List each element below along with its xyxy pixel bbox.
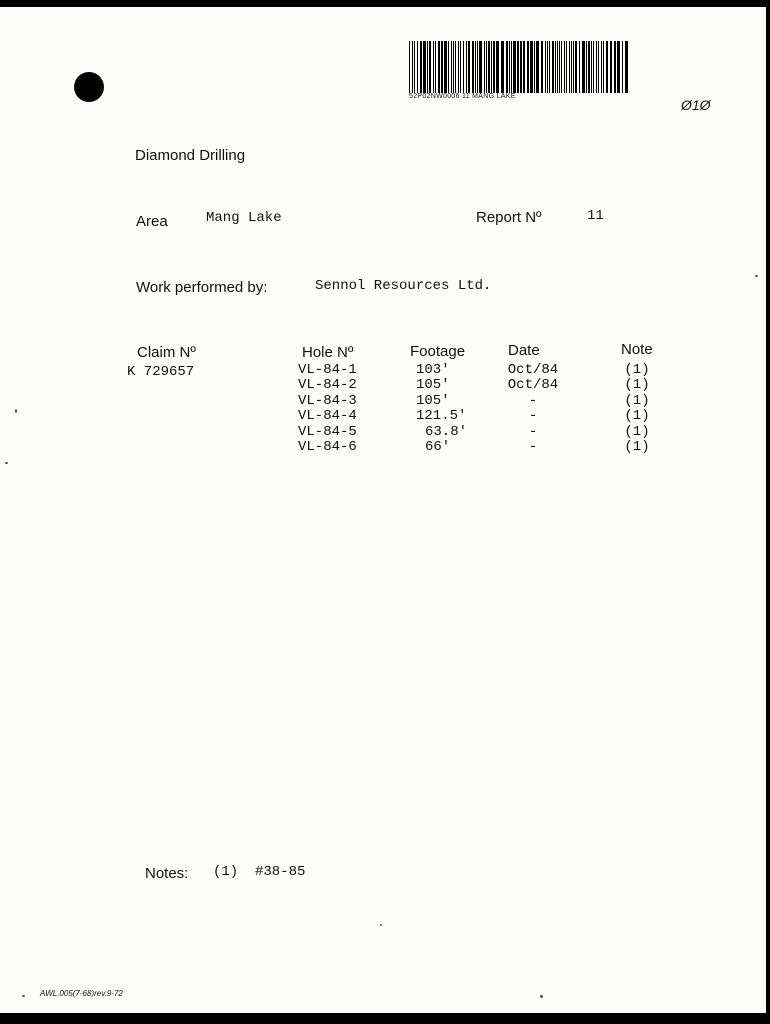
barcode-bar bbox=[596, 41, 597, 93]
barcode-bar bbox=[610, 41, 612, 93]
footage-header: Footage bbox=[410, 343, 466, 360]
table-cell-date: - bbox=[528, 438, 538, 455]
table-cell-date: Oct/84 bbox=[507, 362, 559, 378]
barcode-bar bbox=[517, 41, 519, 93]
date-header: Date bbox=[508, 342, 540, 359]
table-cell-footage: 103' bbox=[416, 362, 450, 378]
notes-label: Notes: bbox=[145, 865, 189, 882]
table-cell-footage: 66' bbox=[425, 438, 451, 455]
barcode-bar bbox=[523, 41, 525, 93]
barcode-bar bbox=[530, 41, 533, 93]
barcode bbox=[409, 41, 629, 94]
barcode-bar bbox=[453, 41, 454, 93]
barcode-bar bbox=[606, 41, 608, 93]
barcode-bar bbox=[486, 41, 487, 93]
work-value: Sennol Resources Ltd. bbox=[315, 278, 492, 294]
date-column bbox=[500, 363, 566, 455]
barcode-bar bbox=[477, 41, 478, 93]
barcode-bar bbox=[488, 41, 490, 93]
area-label: Area bbox=[136, 213, 168, 230]
barcode-bar bbox=[557, 41, 558, 93]
area-value: Mang Lake bbox=[206, 210, 282, 226]
barcode-bar bbox=[451, 41, 452, 93]
barcode-bar bbox=[455, 41, 456, 93]
barcode-bar bbox=[417, 41, 418, 93]
hole-header: Hole Nº bbox=[302, 344, 354, 361]
barcode-bar bbox=[468, 41, 470, 93]
barcode-bar bbox=[414, 41, 415, 93]
barcode-bar bbox=[484, 41, 485, 93]
table-cell-note: (1) bbox=[624, 392, 650, 409]
barcode-bar bbox=[541, 41, 543, 93]
notes-value: (1) #38-85 bbox=[213, 864, 306, 880]
barcode-bar bbox=[438, 41, 440, 93]
table-cell-footage: 105' bbox=[416, 392, 450, 409]
barcode-bar bbox=[591, 41, 592, 93]
barcode-bar bbox=[549, 41, 550, 93]
scan-speck bbox=[5, 462, 8, 464]
barcode-bar bbox=[491, 41, 492, 93]
barcode-bar bbox=[520, 41, 522, 93]
barcode-bar bbox=[601, 41, 602, 93]
barcode-bar bbox=[586, 41, 587, 93]
page-code: Ø1Ø bbox=[681, 97, 711, 113]
table-cell-hole: VL-84-3 bbox=[298, 392, 357, 409]
barcode-bar bbox=[433, 41, 434, 93]
table-cell-note: (1) bbox=[624, 362, 650, 378]
barcode-bar bbox=[545, 41, 546, 93]
table-cell-note: (1) bbox=[624, 423, 650, 440]
barcode-bar bbox=[506, 41, 508, 93]
barcode-bar bbox=[559, 41, 560, 93]
table-cell-hole: VL-84-1 bbox=[298, 362, 357, 378]
barcode-bar bbox=[412, 41, 413, 93]
barcode-bar bbox=[603, 41, 604, 93]
table-cell-hole: VL-84-4 bbox=[298, 408, 357, 425]
report-value: 11 bbox=[587, 208, 604, 224]
table-cell-date: - bbox=[528, 392, 538, 409]
scan-speck bbox=[15, 409, 17, 413]
barcode-bar bbox=[593, 41, 594, 93]
table-cell-hole: VL-84-2 bbox=[298, 377, 357, 394]
barcode-bar bbox=[536, 41, 539, 93]
barcode-bar bbox=[622, 41, 623, 93]
barcode-bar bbox=[513, 41, 516, 93]
barcode-bar bbox=[598, 41, 599, 93]
barcode-bar bbox=[582, 41, 585, 93]
barcode-bar bbox=[441, 41, 443, 93]
barcode-bar bbox=[509, 41, 510, 93]
barcode-bar bbox=[588, 41, 590, 93]
form-code: AWL.005(7-68)rev.9-72 bbox=[40, 989, 123, 998]
barcode-bar bbox=[420, 41, 422, 93]
barcode-bar bbox=[614, 41, 616, 93]
barcode-bar bbox=[423, 41, 426, 93]
barcode-bar bbox=[458, 41, 459, 93]
scan-speck bbox=[380, 924, 382, 926]
barcode-bar bbox=[625, 41, 628, 93]
barcode-bar bbox=[561, 41, 562, 93]
barcode-bar bbox=[569, 41, 570, 93]
barcode-bar bbox=[435, 41, 436, 93]
table-cell-note: (1) bbox=[624, 377, 650, 394]
table-cell-footage: 105' bbox=[416, 377, 450, 394]
barcode-bar bbox=[496, 41, 499, 93]
barcode-bar bbox=[573, 41, 574, 93]
barcode-bar bbox=[472, 41, 474, 93]
barcode-bar bbox=[479, 41, 482, 93]
table-cell-note: (1) bbox=[624, 438, 650, 455]
barcode-bar bbox=[555, 41, 556, 93]
barcode-bar bbox=[466, 41, 467, 93]
claim-number: K 729657 bbox=[127, 364, 195, 380]
scan-speck bbox=[22, 995, 25, 997]
barcode-bar bbox=[552, 41, 554, 93]
table-cell-hole: VL-84-6 bbox=[298, 438, 357, 455]
barcode-bar bbox=[444, 41, 447, 93]
scan-speck bbox=[755, 275, 758, 277]
barcode-bar bbox=[427, 41, 428, 93]
barcode-bar bbox=[575, 41, 577, 93]
barcode-bar bbox=[564, 41, 565, 93]
note-column bbox=[620, 363, 654, 455]
table-cell-note: (1) bbox=[624, 408, 650, 425]
table-cell-footage: 63.8' bbox=[425, 423, 468, 440]
barcode-bar bbox=[463, 41, 464, 93]
note-header: Note bbox=[621, 341, 653, 358]
barcode-bar bbox=[547, 41, 548, 93]
barcode-bar bbox=[571, 41, 572, 93]
barcode-bar bbox=[448, 41, 449, 93]
report-label: Report Nº bbox=[476, 209, 542, 226]
barcode-bar bbox=[511, 41, 512, 93]
claim-header: Claim Nº bbox=[137, 344, 196, 361]
work-label: Work performed by: bbox=[136, 279, 268, 296]
document-page bbox=[0, 7, 766, 1013]
barcode-bar bbox=[534, 41, 535, 93]
barcode-bar bbox=[566, 41, 567, 93]
table-cell-date: - bbox=[528, 423, 538, 440]
barcode-caption: 52P02NW0006 11 MANG LAKE bbox=[409, 93, 516, 100]
barcode-bar bbox=[527, 41, 529, 93]
table-cell-hole: VL-84-5 bbox=[298, 423, 357, 440]
barcode-bar bbox=[493, 41, 495, 93]
barcode-bar bbox=[617, 41, 620, 93]
table-cell-date: - bbox=[528, 408, 538, 425]
punch-hole bbox=[74, 72, 104, 102]
table-cell-date: Oct/84 bbox=[507, 377, 559, 394]
barcode-bar bbox=[460, 41, 461, 93]
hole-column bbox=[298, 363, 357, 455]
barcode-bar bbox=[409, 41, 410, 93]
barcode-bar bbox=[501, 41, 504, 93]
barcode-bar bbox=[429, 41, 431, 93]
footage-column bbox=[416, 363, 467, 455]
barcode-bar bbox=[579, 41, 580, 93]
barcode-bar bbox=[475, 41, 476, 93]
table-cell-footage: 121.5' bbox=[416, 408, 467, 425]
scan-speck bbox=[540, 995, 543, 998]
doc-title: Diamond Drilling bbox=[135, 147, 246, 164]
